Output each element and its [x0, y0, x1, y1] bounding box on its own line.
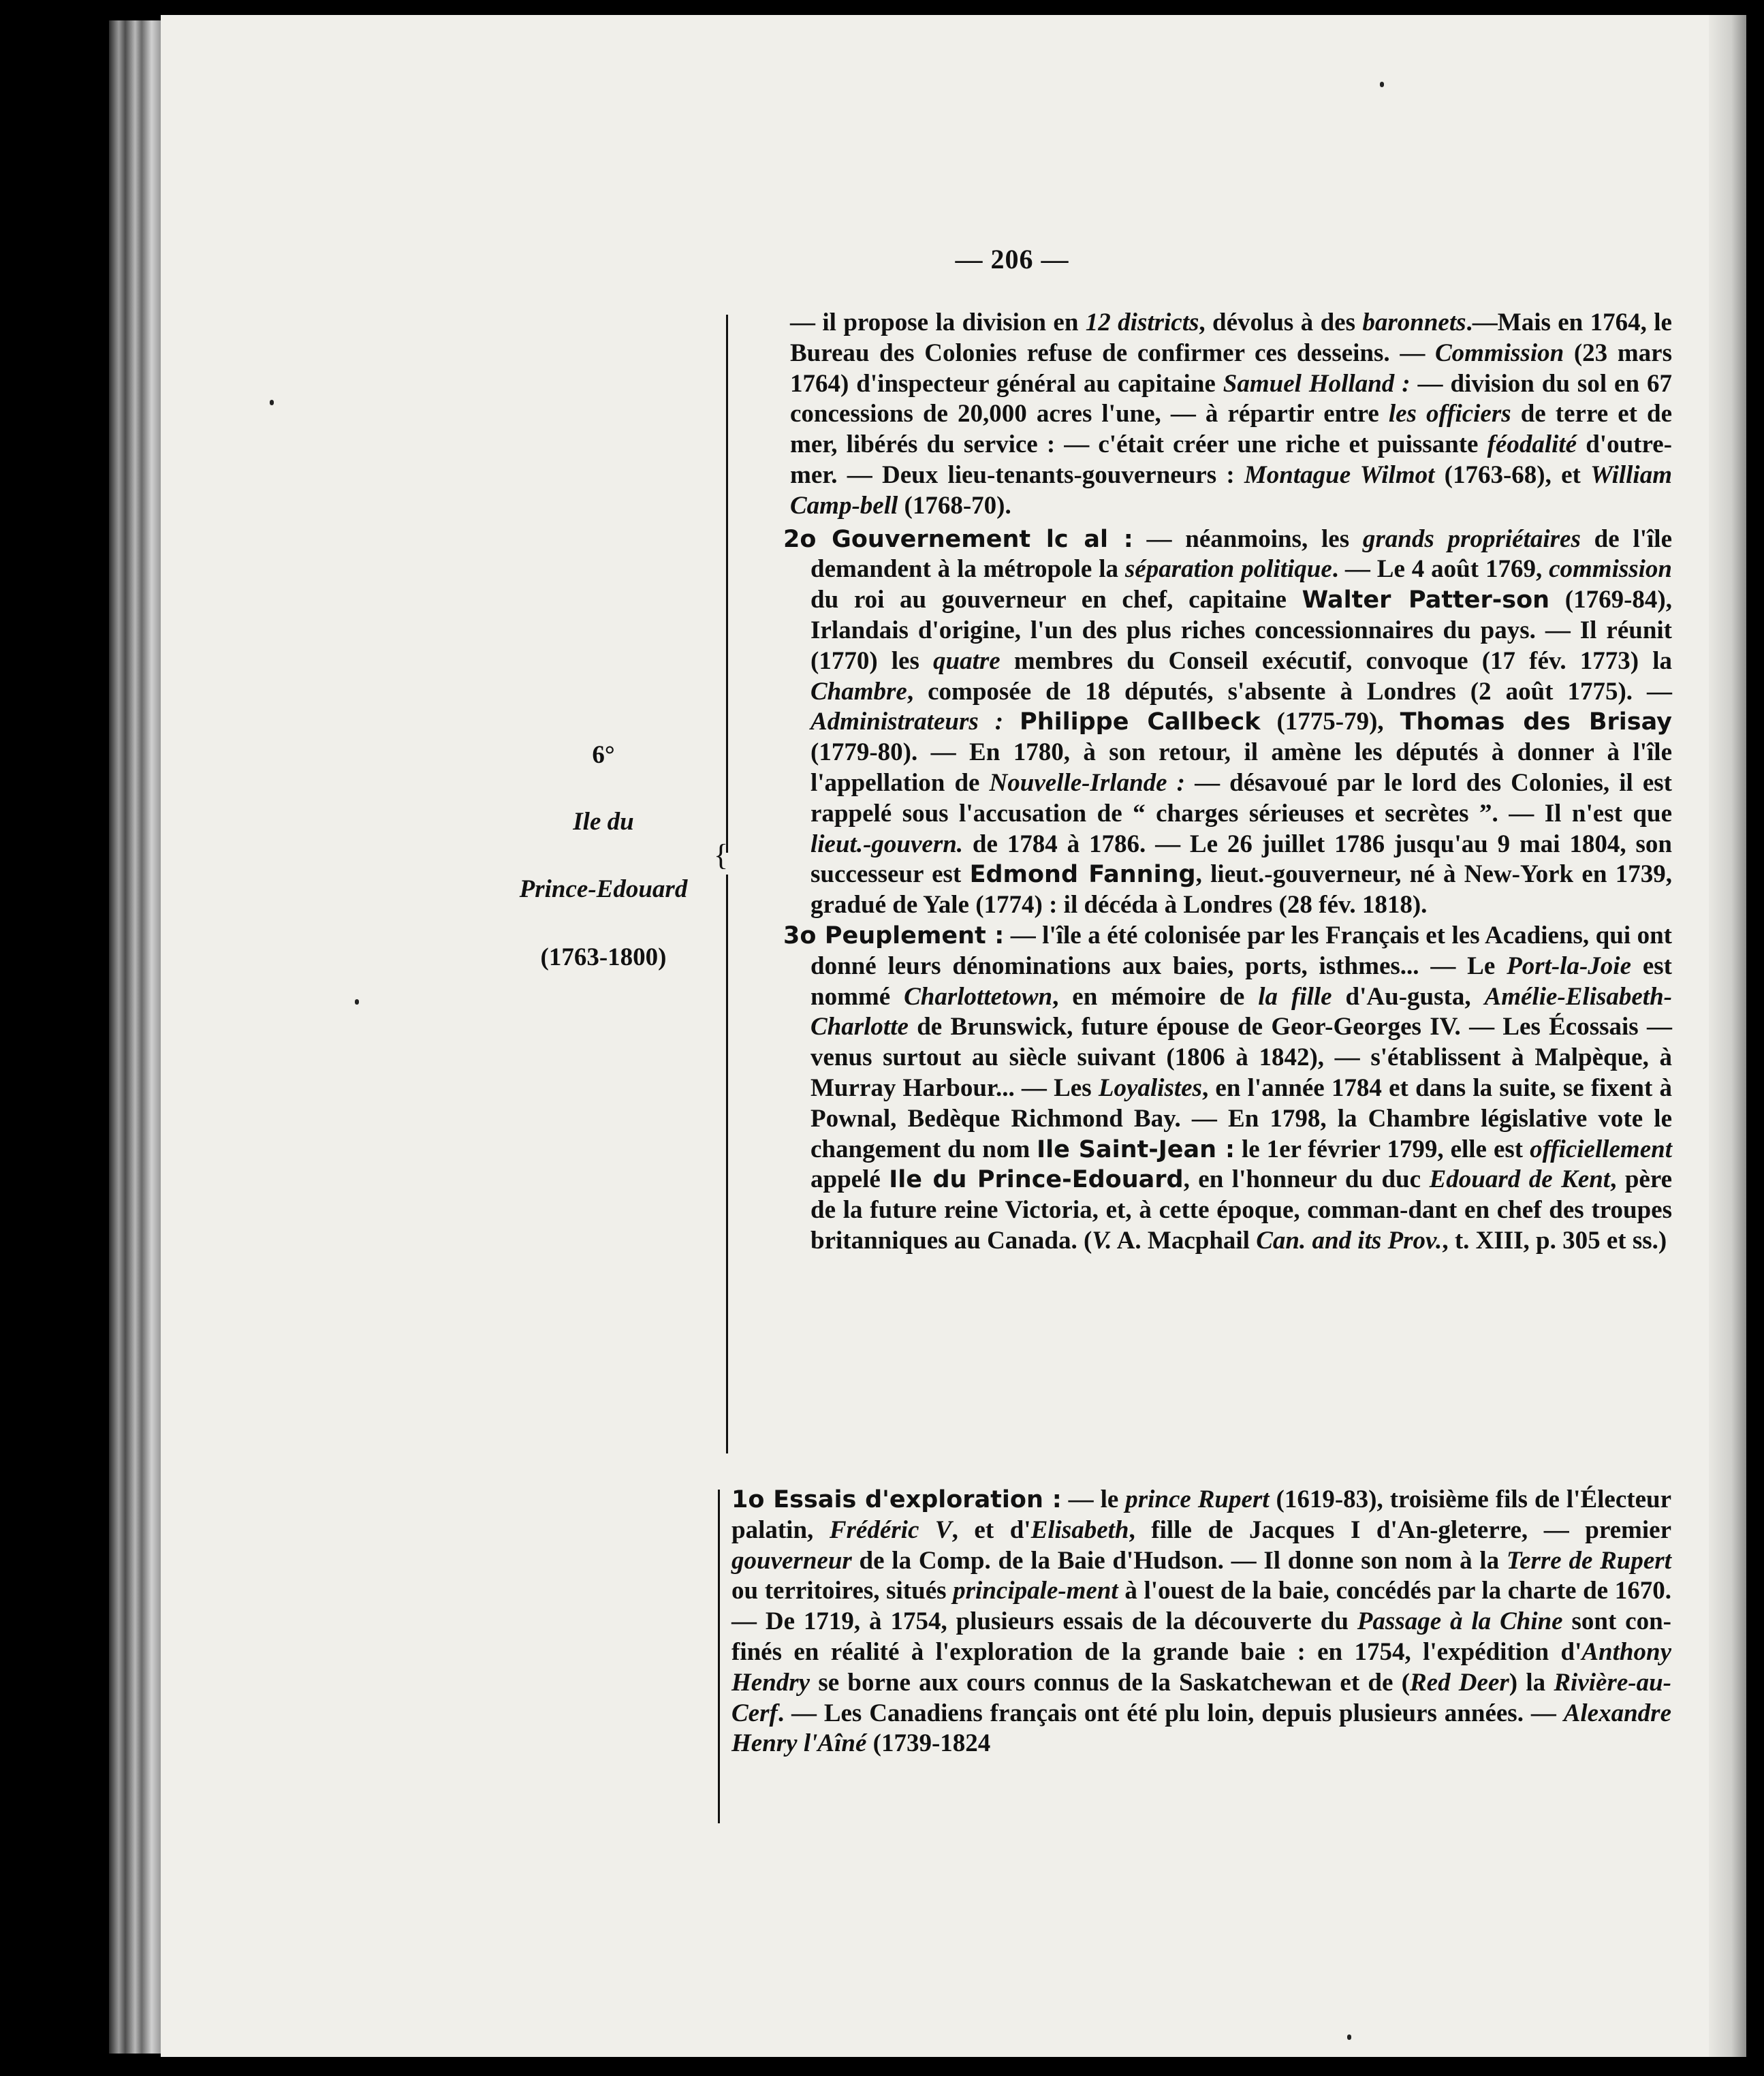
- italic-run: Elisabeth: [1030, 1515, 1129, 1544]
- text-run: sont con-finés en réalité à l'exploration de la grande baie : en 1754, l'expédition d': [731, 1607, 1672, 1666]
- italic-run: 12 districts: [1085, 309, 1199, 336]
- section-heading: 2o Gouvernement lc al :: [783, 525, 1133, 553]
- text-run: ou territoires, situés: [731, 1577, 954, 1605]
- scan-speck: [270, 400, 274, 405]
- paragraph-gouvernement: [783, 524, 1672, 921]
- text-run: du roi au gouverneur en chef, capitaine: [810, 586, 1302, 614]
- section-title: Ile du: [573, 808, 634, 836]
- text-run: A. Macphail: [1112, 1226, 1257, 1255]
- text-run: , fille de Jacques I d'An-gleterre, — premier: [1129, 1515, 1671, 1544]
- text-run: (1769-84), Irlandais d'origine, l'un des plus riches concessionnaires du pays. — Il réunit (1770) les: [810, 586, 1673, 675]
- text-run: , et d': [951, 1515, 1031, 1544]
- text-run: est nommé: [810, 952, 1672, 1011]
- italic-run: V.: [1092, 1226, 1112, 1255]
- italic-run: prince Rupert: [1125, 1485, 1270, 1513]
- scan-speck: [355, 999, 359, 1005]
- book-page: [161, 15, 1746, 2057]
- text-run: de terre et de mer, libérés du service : — c'était créer une riche et puissante: [790, 400, 1672, 459]
- text-run: d'outre-mer. — Deux lieu-tenants-gouverneurs :: [790, 430, 1672, 489]
- italic-run: séparation politique: [1124, 555, 1332, 584]
- italic-run: féodalité: [1487, 430, 1577, 459]
- text-run: — il propose la division en: [790, 309, 1086, 336]
- text-run: , en l'année 1784 et dans la suite, se fixent à Pownal, Bedèque Richmond Bay. — En 1798, la Chambre législative vote le changement du nom: [810, 1073, 1672, 1163]
- book-edge: [109, 20, 163, 2054]
- text-run: se borne aux cours connus de la Saskatchewan et de (: [810, 1668, 1410, 1697]
- italic-run: Amélie-Elisabeth-Charlotte: [810, 982, 1672, 1041]
- italic-run: Frédéric V: [829, 1515, 952, 1544]
- text-run: , t. XIII, p. 305 et ss.): [1442, 1226, 1667, 1255]
- person-name: Edmond Fanning: [969, 861, 1196, 889]
- text-run: de Brunswick, future épouse de Geor-Georges IV. — Les Écossais — venus surtout au siècle suivant (1806 à 1842), — s'établissent à Malpèque, à Murray Harbour... — Les: [810, 1013, 1672, 1102]
- italic-run: William Camp-bell: [790, 460, 1672, 520]
- text-run: d'Au-gusta,: [1332, 982, 1485, 1011]
- text-run: à l'ouest de la baie, concédés par la charte de 1670. — De 1719, à 1754, plusieurs essais de la découverte du: [731, 1577, 1671, 1636]
- page-number: — 206 —: [955, 244, 1069, 274]
- section-heading: 1o Essais d'exploration :: [731, 1486, 1062, 1513]
- text-run: de 1784 à 1786. — Le 26 juillet 1786 jusqu'au 9 mai 1804, son successeur est: [810, 830, 1672, 889]
- text-run: — le: [1061, 1485, 1126, 1513]
- text-run: (1763-68), et: [1434, 460, 1591, 489]
- text-run: — l'île a été colonisée par les Français et les Acadiens, qui ont donné leurs dénominations aux baies, ports, isthmes... — Le: [810, 921, 1672, 980]
- text-run: , en mémoire de: [1052, 982, 1259, 1011]
- text-run: , composée de 18 députés, s'absente à Londres (2 août 1775). —: [907, 677, 1672, 706]
- brace-tip: {: [714, 838, 729, 872]
- text-column-next: [731, 1485, 1671, 1759]
- text-run: (1779-80). — En 1780, à son retour, il amène les députés à donner à l'île l'appellation de: [810, 738, 1672, 797]
- person-name: Philippe Callbeck: [1020, 708, 1261, 736]
- text-run: appelé: [810, 1165, 889, 1194]
- text-run: de la Comp. de la Baie d'Hudson. — Il donne son nom à la: [851, 1546, 1507, 1575]
- paragraph-peuplement: [783, 921, 1672, 1257]
- italic-run: Terre de Rupert: [1506, 1546, 1671, 1575]
- scan-speck: [1380, 82, 1384, 87]
- text-column: [783, 308, 1672, 1257]
- brace-line-next: [718, 1490, 720, 1823]
- person-name: Thomas des Brisay: [1400, 708, 1672, 736]
- text-run: — division du sol en 67 concessions de 20,000 acres l'une, — à répartir entre: [790, 369, 1672, 428]
- italic-run: Can. and its Prov.: [1256, 1226, 1443, 1255]
- place-name: Ile du Prince-Edouard: [889, 1166, 1184, 1194]
- section-subtitle: Prince-Edouard: [519, 875, 688, 903]
- italic-run: Rivière-au-Cerf: [731, 1668, 1671, 1727]
- section-heading: 3o Peuplement :: [783, 922, 1005, 949]
- scan-speck: [1347, 2034, 1351, 2040]
- italic-run: Edouard de Kent: [1429, 1165, 1611, 1194]
- section-years: (1763-1800): [540, 943, 667, 971]
- section-number: 6°: [592, 741, 615, 769]
- text-run: . — Le 4 août 1769,: [1332, 555, 1549, 584]
- place-name: Ile Saint-Jean :: [1037, 1135, 1235, 1163]
- italic-run: quatre: [933, 646, 1001, 675]
- brace-line-lower: [726, 875, 728, 1453]
- text-run: le 1er février 1799, elle est: [1234, 1135, 1530, 1163]
- text-run: (1775-79),: [1260, 708, 1400, 736]
- text-run: — néanmoins, les: [1133, 524, 1363, 553]
- paragraph-exploration: [731, 1485, 1671, 1759]
- italic-run: les officiers: [1388, 400, 1511, 428]
- text-run: (1739-1824: [866, 1729, 991, 1758]
- italic-run: lieut.-gouvern.: [810, 830, 964, 858]
- text-run: , en l'honneur du duc: [1183, 1165, 1430, 1194]
- italic-run: commission: [1549, 555, 1673, 584]
- text-run: , père de la future reine Victoria, et, à cette époque, comman-dant en chef des troupes britanniques au Canada. (: [810, 1165, 1673, 1255]
- italic-run: Chambre: [810, 677, 907, 706]
- text-run: membres du Conseil exécutif, convoque (17 fév. 1773) la: [1000, 646, 1672, 675]
- italic-run: Samuel Holland :: [1223, 369, 1411, 398]
- text-run: .—Mais en 1764, le Bureau des Colonies refuse de confirmer ces desseins. —: [790, 309, 1672, 367]
- text-run: . — Les Canadiens français ont été plu loin, depuis plusieurs années. —: [777, 1699, 1564, 1727]
- text-run: ) la: [1509, 1668, 1554, 1697]
- italic-run: gouverneur: [731, 1546, 852, 1575]
- text-run: (1768-70).: [898, 491, 1011, 520]
- italic-run: Alexandre Henry l'Aîné: [731, 1699, 1671, 1758]
- italic-run: Passage à la Chine: [1357, 1607, 1563, 1636]
- italic-run: principale-ment: [953, 1577, 1118, 1605]
- page-shadow: [1709, 15, 1746, 2057]
- italic-run: Administrateurs :: [810, 708, 1004, 736]
- text-run: [1003, 708, 1020, 736]
- italic-run: baronnets: [1362, 309, 1466, 336]
- text-run: de l'île demandent à la métropole la: [810, 524, 1672, 584]
- italic-run: Red Deer: [1409, 1668, 1509, 1697]
- italic-run: Commission: [1435, 339, 1564, 367]
- italic-run: Montague Wilmot: [1244, 460, 1435, 489]
- italic-run: grands propriétaires: [1362, 524, 1581, 553]
- italic-run: Nouvelle-Irlande :: [989, 768, 1185, 797]
- person-name: Walter Patter-son: [1302, 586, 1550, 614]
- text-run: , dévolus à des: [1199, 309, 1363, 336]
- text-run: (1619-83), troisième fils de l'Électeur palatin,: [731, 1485, 1671, 1544]
- text-run: (23 mars 1764) d'inspecteur général au capitaine: [790, 339, 1672, 398]
- italic-run: Anthony Hendry: [731, 1637, 1671, 1697]
- italic-run: officiellement: [1530, 1135, 1672, 1163]
- italic-run: Charlottetown: [904, 982, 1053, 1011]
- text-run: , lieut.-gouverneur, né à New-York en 1739, gradué de Yale (1774) : il décéda à Londres (28 fév. 1818).: [810, 860, 1672, 919]
- italic-run: la fille: [1258, 982, 1332, 1011]
- italic-run: Port-la-Joie: [1507, 952, 1632, 980]
- text-run: — désavoué par le lord des Colonies, il est rappelé sous l'accusation de “ charges sérieuses et secrètes ”. — Il n'est que: [810, 768, 1672, 828]
- italic-run: Loyalistes: [1098, 1073, 1202, 1102]
- paragraph-intro: [783, 308, 1672, 522]
- brace-line-upper: [726, 315, 728, 853]
